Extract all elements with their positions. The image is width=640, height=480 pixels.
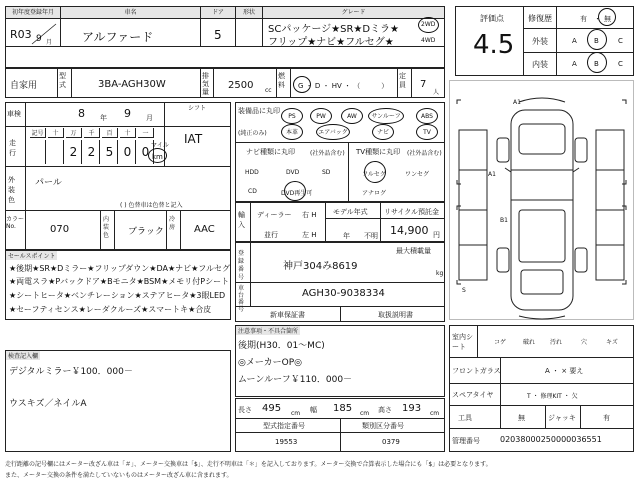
- width-unit: cm: [360, 410, 370, 417]
- mileage-digit-header: 千: [84, 128, 100, 138]
- navi-item: HDD: [245, 169, 259, 176]
- ac-label: 冷房: [169, 216, 176, 231]
- max-load-label: 最大積載量: [396, 247, 431, 255]
- grade-label: グレード: [263, 7, 444, 18]
- ext-grade-c: C: [618, 37, 623, 45]
- mileage-label: 走行: [9, 139, 16, 157]
- inspection-year-unit: 年: [100, 114, 107, 122]
- repair-dot: ・: [594, 15, 601, 23]
- sheet-item: コゲ: [494, 339, 507, 346]
- diagram-label-a1-left: A1: [488, 171, 496, 178]
- model-year-label: モデル年式: [333, 208, 368, 216]
- disp-value: 2500: [228, 80, 254, 91]
- ext-grade-b: B: [594, 37, 599, 45]
- length-label: 長さ: [238, 406, 252, 414]
- ext-grade-label: 外装: [532, 37, 548, 46]
- sheet-item: キズ: [606, 339, 618, 346]
- inspection-month: 9: [124, 107, 131, 120]
- ext-grade-a: A: [572, 37, 577, 45]
- navi-item: SD: [322, 169, 331, 176]
- mileage-digit: 5: [102, 140, 118, 164]
- chassis-number: AGH30-9038334: [302, 288, 385, 299]
- width-label: 幅: [310, 406, 317, 414]
- sales-line-4: ★セーフティセンス★レーダクルーズ★スマートキ★合皮: [9, 305, 212, 314]
- mileage-digit-header: 十: [120, 128, 136, 138]
- ext-b-circle: [587, 29, 607, 50]
- color-code-label: カラーNo.: [6, 216, 25, 230]
- type-value: 3BA-AGH30W: [98, 79, 166, 90]
- inspection-month-unit: 月: [146, 114, 153, 122]
- mileage-digit-header: 記号: [30, 128, 46, 138]
- navi-item: CD: [248, 188, 257, 195]
- sales-line-2: ★両電スラ★Pバックドア★Bモニタ★BSM★メモリ付Pシート: [9, 277, 230, 286]
- interior-sheet-label: 室内シート: [452, 333, 473, 351]
- navi-sub: (社外品含む): [310, 150, 345, 157]
- body-label: 形状: [236, 7, 262, 18]
- int-grade-c: C: [618, 60, 623, 68]
- height-unit: cm: [430, 410, 440, 417]
- tv-item: ワンセグ: [405, 171, 430, 178]
- class-no-label: 類別区分番号: [362, 422, 404, 430]
- score-value: 4.5: [473, 30, 515, 60]
- equip-item: PW: [310, 108, 332, 124]
- sheet-item: 汚れ: [550, 339, 563, 346]
- ac-value: AAC: [194, 224, 215, 235]
- equip-item: サンルーフ: [368, 108, 404, 124]
- height-value: 193: [402, 403, 422, 414]
- equip-item: エアバック: [316, 124, 350, 140]
- cap-unit: 人: [433, 89, 440, 96]
- wd2-circle: [418, 17, 439, 33]
- inspect-line-3: ウスキズ／ネイルA: [9, 399, 87, 409]
- tv-item: アナログ: [362, 190, 387, 197]
- disp-unit: cc: [265, 87, 272, 94]
- mgmt-number: 02038000250000036551: [500, 435, 602, 444]
- tv-item: フルセグ: [362, 171, 386, 178]
- front-glass-label: フロントガラス: [452, 367, 501, 375]
- jack-label: ジャッキ: [548, 414, 576, 422]
- int-grade-a: A: [572, 60, 577, 68]
- import-left: 左 H: [302, 231, 317, 239]
- int-grade-label: 内装: [532, 60, 548, 69]
- reg-year: R03: [10, 28, 32, 41]
- navi-label: ナビ種類に丸印: [246, 148, 295, 156]
- ext-color-value: パール: [35, 178, 62, 188]
- cap-label: 定員: [399, 72, 406, 89]
- recycle-value: 14,900: [390, 224, 429, 237]
- navi-item: DVD: [286, 169, 300, 176]
- notes-line-1: 後期(H30．01～MC): [238, 341, 325, 351]
- width-value: 185: [333, 403, 353, 414]
- jack-value: 有: [603, 414, 610, 422]
- fuel-g-circle: [293, 76, 311, 93]
- model-name: アルファード: [82, 30, 154, 44]
- equip-item: 本革: [281, 124, 303, 140]
- mgmt-label: 管理番号: [452, 437, 480, 445]
- equip-sub: (純正のみ): [238, 130, 267, 137]
- front-glass-options: A ・ × 要え: [545, 367, 584, 375]
- inspect-label: 検査記入欄: [8, 353, 39, 360]
- diagram-label-b1: B1: [500, 217, 508, 224]
- footer-line-2: また、メーター交換の条件を満たしていないものはメーター改ざん車に含まれます。: [5, 472, 233, 479]
- type-no: 19553: [275, 438, 298, 446]
- warranty-label: 新車保証書: [270, 311, 305, 319]
- mileage-digit: [48, 140, 64, 164]
- dvd-play-circle: [284, 181, 306, 201]
- inspection-year: 8: [78, 107, 85, 120]
- sheet-item: 穴: [581, 339, 588, 346]
- doors-label: ドア: [201, 7, 235, 18]
- km-option: km: [152, 153, 163, 161]
- type-label: 型式: [59, 72, 66, 89]
- notes-label: 注意事項・不具合箇所: [238, 328, 299, 335]
- spare-tire-options: T ・ 修理KIT ・ 欠: [527, 393, 578, 400]
- tools-value: 無: [518, 414, 525, 422]
- mileage-digit: 0: [138, 140, 154, 164]
- doors-value: 5: [214, 28, 222, 42]
- notes-line-3: ムーンルーフ￥110．000－: [238, 375, 353, 385]
- equip-label: 装備品に丸印: [238, 107, 280, 115]
- notes-line-2: ◎メーカーOP◎: [238, 358, 303, 368]
- score-label: 評価点: [480, 14, 504, 23]
- import-dealer: ディーラー: [257, 211, 292, 219]
- repair-no: 無: [604, 15, 611, 23]
- disp-label: 排気量: [202, 72, 209, 96]
- import-label: 輸入: [238, 211, 245, 229]
- recycle-label: リサイクル預託金: [384, 208, 440, 216]
- reg-month: 9: [36, 34, 42, 44]
- registration-number: 神戸304み8619: [283, 261, 358, 272]
- fuel-options: G ・ D ・ HV ・ （ ）: [298, 82, 389, 90]
- repair-yes: 有: [580, 15, 587, 23]
- mile-option: マイル: [151, 142, 169, 149]
- mileage-digit: 2: [66, 140, 82, 164]
- fuel-label: 燃料: [278, 72, 285, 89]
- model-label: 車名: [61, 7, 200, 18]
- max-load-unit: kg: [436, 270, 444, 277]
- footer-line-1: 走行距離の記号欄にはメーター改ざん車は「＃」、メーター交換車は「$」、走行不明車は「＊」を記入しております。メーター交換で合算表示した場合にも「$」は必要となります。: [5, 461, 492, 468]
- spare-tire-label: スペアタイヤ: [452, 391, 494, 399]
- car-diagram: [449, 80, 634, 320]
- km-circle: [148, 148, 167, 163]
- manual-label: 取扱説明書: [378, 311, 413, 319]
- int-color: ブラック: [128, 227, 164, 237]
- sheet-item: 破れ: [523, 339, 536, 346]
- equip-item: TV: [416, 124, 438, 140]
- sales-line-3: ★シートヒータ★ベンチレーション★ステアヒータ★3眼LED: [9, 291, 226, 300]
- wd2-option: 2WD: [421, 21, 436, 28]
- tv-sub: (社外品含む): [407, 150, 442, 157]
- reg-month-unit: 月: [46, 39, 53, 46]
- ext-color-label: 外装色: [8, 176, 15, 204]
- repair-no-circle: [598, 8, 616, 26]
- equip-item: ナビ: [372, 124, 394, 140]
- diagram-label-a1-top: A1: [513, 99, 521, 106]
- equip-item: ABS: [416, 108, 438, 124]
- mileage-digit-header: 百: [102, 128, 118, 138]
- repair-label: 修復歴: [528, 14, 552, 23]
- sales-line-1: ★後期★SR★Dミラー★フリップダウン★DA★ナビ★フルセグ: [9, 264, 230, 273]
- mileage-digit-header: 万: [66, 128, 82, 138]
- sales-label: セールスポイント: [8, 253, 56, 260]
- grade-line1: SCパッケージ★SR★Dミラ★: [268, 24, 400, 35]
- tools-label: 工具: [458, 414, 472, 422]
- navi-item: DVD再生可: [281, 190, 313, 197]
- wd4-option: 4WD: [421, 37, 436, 44]
- type-no-label: 型式指定番号: [263, 422, 305, 430]
- mileage-digit: 0: [120, 140, 136, 164]
- import-right: 右 H: [302, 211, 317, 219]
- mileage-digit-header: 十: [48, 128, 64, 138]
- color-change-note: ( ) 色替車は色替と記入: [120, 202, 183, 209]
- class-no: 0379: [382, 438, 400, 446]
- mileage-digit-header: 一: [138, 128, 154, 138]
- int-b-circle: [587, 52, 607, 73]
- import-parallel: 並行: [264, 231, 278, 239]
- usage: 自家用: [10, 81, 38, 91]
- color-code: 070: [50, 224, 70, 235]
- shift-label: シフト: [188, 105, 207, 112]
- length-value: 495: [262, 403, 282, 414]
- mileage-digit: 2: [84, 140, 100, 164]
- reg-label: 初年度登録年月: [6, 7, 60, 18]
- inspect-line-1: デジタルミラー￥100．000－: [9, 367, 133, 377]
- height-label: 高さ: [378, 406, 392, 414]
- length-unit: cm: [291, 410, 301, 417]
- tv-label: TV種類に丸印: [356, 148, 401, 156]
- recycle-unit: 円: [433, 231, 440, 239]
- equip-item: PS: [281, 108, 303, 124]
- model-year-unit: 年: [343, 232, 350, 240]
- mileage-digit: [30, 140, 46, 164]
- registration-label: 登録番号: [238, 250, 245, 281]
- cap-value: 7: [420, 79, 427, 90]
- chassis-label: 車台番号: [238, 285, 245, 313]
- grade-line2: フリップ★ナビ★フルセグ★: [268, 37, 394, 48]
- inspection-label: 車検: [7, 110, 21, 118]
- fullseg-circle: [364, 161, 386, 183]
- diagram-label-s: S: [462, 287, 466, 294]
- equip-item: AW: [341, 108, 363, 124]
- int-color-label: 内装色: [103, 216, 110, 239]
- int-grade-b: B: [594, 60, 599, 68]
- model-year-unknown: 不明: [364, 232, 378, 240]
- shift-value: IAT: [184, 132, 203, 146]
